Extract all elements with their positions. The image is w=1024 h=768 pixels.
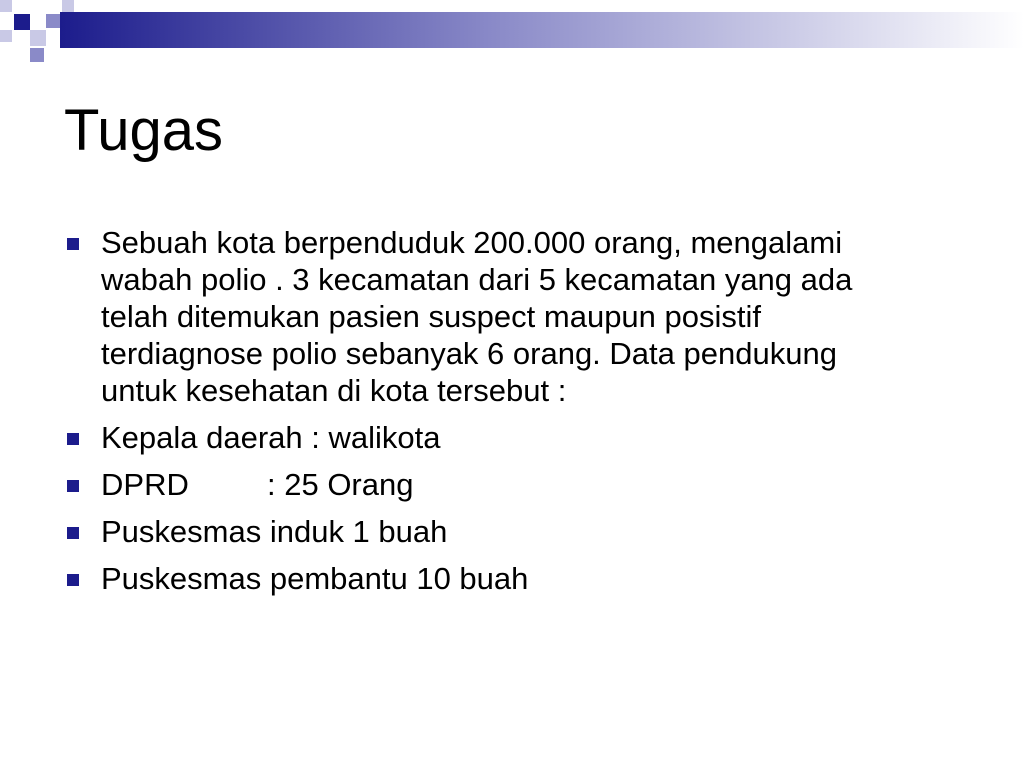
bullet-item: [64, 513, 894, 550]
square-bullet-icon: [67, 480, 79, 492]
slide-title: Tugas: [64, 98, 224, 163]
dprd-label: DPRD: [101, 467, 189, 502]
bullet-item: [64, 419, 894, 456]
header-decoration: [0, 0, 1024, 70]
bullet-text: Puskesmas induk 1 buah: [101, 514, 448, 549]
dprd-value: : 25 Orang: [267, 467, 414, 502]
bullet-item: [64, 466, 894, 503]
square-bullet-icon: [67, 238, 79, 250]
bullet-item: [64, 224, 894, 409]
square-bullet-icon: [67, 574, 79, 586]
square-bullet-icon: [67, 433, 79, 445]
bullet-text: Sebuah kota berpenduduk 200.000 orang, mengalami wabah polio . 3 kecamatan dari 5 kecamatan yang ada telah ditemukan pasien suspect maupun posistif terdiagnose polio sebanyak 6 orang. Data pendukung untuk kesehatan di kota tersebut :: [101, 225, 853, 408]
header-gradient-bar: [60, 12, 1024, 48]
bullet-list: [64, 224, 894, 607]
bullet-item: [64, 560, 894, 597]
bullet-text: Kepala daerah : walikota: [101, 420, 441, 455]
dprd-row: [101, 466, 894, 503]
square-bullet-icon: [67, 527, 79, 539]
bullet-text: Puskesmas pembantu 10 buah: [101, 561, 529, 596]
